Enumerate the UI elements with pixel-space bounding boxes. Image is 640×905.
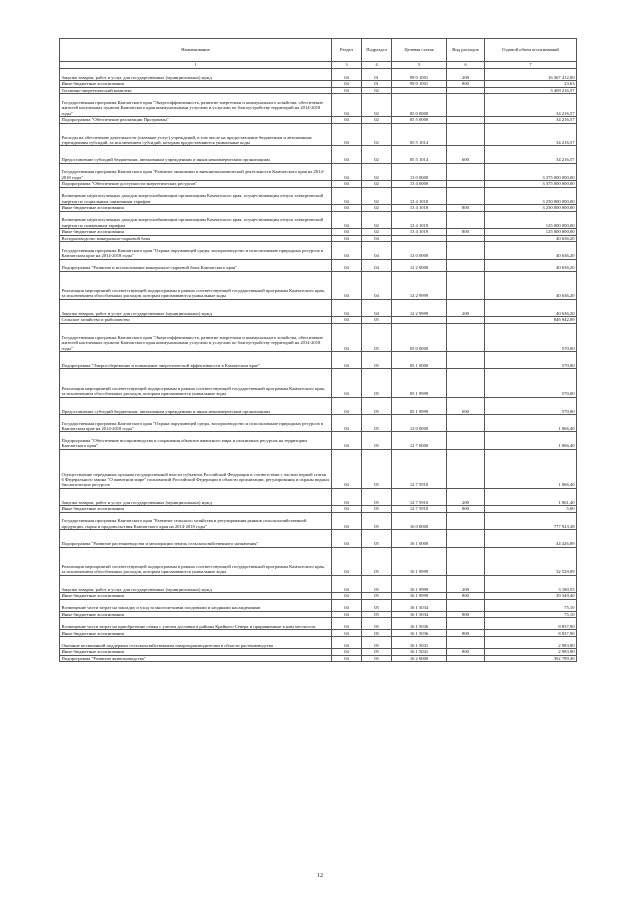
row-target-article-cell: 12 0 0000 [392,242,447,259]
row-expense-type-cell [447,271,485,299]
row-target-article-cell: 16 1 9999 [392,575,447,592]
row-podrazdel-cell: 05 [362,618,392,630]
row-expense-type-cell: 800 [447,648,485,655]
row-razdel-cell: 04 [332,636,362,648]
row-podrazdel-cell: 04 [362,242,392,259]
row-target-article-cell: 12 2 0000 [392,259,447,271]
budget-table [59,38,577,662]
row-expense-type-cell [447,123,485,146]
table-row [60,317,577,324]
row-expense-type-cell [447,599,485,611]
row-target-article-cell: 99 0 1001 [392,69,447,81]
row-target-article-cell: 16 1 5034 [392,599,447,611]
row-razdel-cell: 04 [332,69,362,81]
table-row [60,512,577,529]
table-row [60,146,577,163]
table-row [60,205,577,212]
row-name-cell: Подпрограмма "Развитие и использование минерально-сырьевой базы Камчатского края" [60,259,332,271]
row-amount-cell: 40 636,20 [485,259,577,271]
row-name-cell: Возмещение недополученных доходов энергоснабжающим организациям Камчатского края, осуществляющим отпуск электрической энергии по сниженным тарифам [60,211,332,228]
row-target-article-cell: 16 1 5036 [392,618,447,630]
column-number: 6 [447,62,485,69]
row-podrazdel-cell: 02 [362,94,392,117]
row-podrazdel-cell: 05 [362,547,392,575]
row-razdel-cell: 04 [332,259,362,271]
table-row [60,593,577,600]
row-name-cell: Сельское хозяйство и рыболовство [60,317,332,324]
table-row [60,369,577,397]
row-podrazdel-cell: 05 [362,530,392,547]
row-razdel-cell: 04 [332,116,362,123]
column-number: 7 [485,62,577,69]
row-name-cell: Реализация мероприятий соответствующей подпрограммы в рамках соответствующей государственной программы Камчатского края, за исключением обособленных расходов, которым присваиваются уникальные коды [60,369,332,397]
row-name-cell: Возмещение части затрат на закладку и уход за многолетними плодовыми и ягодными насаждениями [60,599,332,611]
row-name-cell: Закупка товаров, работ и услуг для государственных (муниципальных) нужд [60,299,332,316]
row-name-cell: Подпрограмма "Развитие животноводства" [60,655,332,662]
row-target-article-cell: 05 0 0000 [392,323,447,351]
header-target-article: Целевая статья [392,39,447,62]
row-razdel-cell: 04 [332,432,362,449]
table-row [60,235,577,242]
row-amount-cell: 2 983,90 [485,648,577,655]
column-number: 1 [60,62,332,69]
row-podrazdel-cell: 02 [362,146,392,163]
row-razdel-cell: 04 [332,369,362,397]
row-podrazdel-cell: 04 [362,299,392,316]
row-podrazdel-cell: 05 [362,397,392,414]
row-name-cell: Подпрограмма "Энергосбережение и повышение энергетической эффективности в Камчатском крае" [60,352,332,369]
column-number: 3 [332,62,362,69]
row-razdel-cell: 04 [332,271,362,299]
page-number: 12 [317,873,323,879]
row-amount-cell: 5,00 [485,506,577,513]
row-target-article-cell [392,317,447,324]
row-target-article-cell: 12 7 5910 [392,449,447,488]
row-target-article-cell: 13 4 1018 [392,205,447,212]
row-target-article-cell: 12 7 0000 [392,432,447,449]
table-row [60,242,577,259]
row-razdel-cell: 04 [332,323,362,351]
table-row [60,299,577,316]
header-expense-type: Вид расходов [447,39,485,62]
row-name-cell: Иные бюджетные ассигнования [60,81,332,88]
row-podrazdel-cell: 04 [362,271,392,299]
row-amount-cell: 34 216,57 [485,116,577,123]
row-target-article-cell: 12 2 9999 [392,299,447,316]
row-podrazdel-cell: 02 [362,87,392,94]
row-razdel-cell: 04 [332,181,362,188]
header-annual-amount: Годовой объем ассигнований [485,39,577,62]
row-amount-cell: 3 409 216,57 [485,87,577,94]
row-amount-cell: 125 000 000,00 [485,229,577,236]
row-name-cell: Государственная программа Камчатского края "Развитие экономики и внешнеэкономической деятельности Камчатского края на 2014-2018 годы" [60,163,332,180]
table-row [60,259,577,271]
row-amount-cell: 1 061,40 [485,488,577,505]
row-podrazdel-cell: 02 [362,116,392,123]
row-amount-cell: 29 349,40 [485,593,577,600]
row-target-article-cell: 16 1 5036 [392,630,447,637]
row-podrazdel-cell: 04 [362,235,392,242]
table-row [60,352,577,369]
table-row [60,187,577,204]
budget-table-page [59,38,576,662]
row-target-article-cell: 05 5 0000 [392,116,447,123]
row-podrazdel-cell: 01 [362,69,392,81]
table-row [60,506,577,513]
row-name-cell: Иные бюджетные ассигнования [60,506,332,513]
row-razdel-cell: 04 [332,397,362,414]
row-expense-type-cell: 200 [447,299,485,316]
row-podrazdel-cell: 05 [362,488,392,505]
row-name-cell: Государственная программа Камчатского края "Охрана окружающей среды, воспроизводство и использование природных ресурсов в Камчатском крае на 2014-2018 годы" [60,415,332,432]
row-target-article-cell: 16 0 0000 [392,512,447,529]
row-amount-cell: 34 216,57 [485,146,577,163]
row-amount-cell: 23,63 [485,81,577,88]
row-expense-type-cell [447,369,485,397]
table-row [60,636,577,648]
table-row [60,181,577,188]
row-podrazdel-cell: 02 [362,211,392,228]
row-expense-type-cell [447,317,485,324]
row-expense-type-cell [447,116,485,123]
row-name-cell: Воспроизводство минерально-сырьевой базы [60,235,332,242]
row-podrazdel-cell: 05 [362,415,392,432]
header-name: Наименование [60,39,332,62]
table-row [60,648,577,655]
row-target-article-cell: 13 4 1019 [392,211,447,228]
row-podrazdel-cell: 05 [362,432,392,449]
row-expense-type-cell [447,512,485,529]
row-expense-type-cell: 800 [447,205,485,212]
row-target-article-cell: 12 7 5910 [392,488,447,505]
row-podrazdel-cell: 02 [362,229,392,236]
row-amount-cell: 3 375 000 000,00 [485,181,577,188]
row-name-cell: Закупка товаров, работ и услуг для государственных (муниципальных) нужд [60,575,332,592]
row-podrazdel-cell: 02 [362,123,392,146]
row-razdel-cell: 04 [332,211,362,228]
row-amount-cell: 34 216,57 [485,123,577,146]
table-row [60,211,577,228]
row-amount-cell: 1 066,40 [485,449,577,488]
row-expense-type-cell: 800 [447,593,485,600]
row-podrazdel-cell: 05 [362,630,392,637]
row-expense-type-cell: 800 [447,630,485,637]
row-name-cell: Иные бюджетные ассигнования [60,611,332,618]
row-expense-type-cell [447,323,485,351]
row-podrazdel-cell: 05 [362,352,392,369]
row-podrazdel-cell: 02 [362,163,392,180]
row-target-article-cell: 05 1 9999 [392,369,447,397]
row-razdel-cell: 04 [332,146,362,163]
row-name-cell: Осуществление переданных органам государственной власти субъектов Российской Федерации в соответствии с частью первой статьи 6 Федерального закона "О животном мире" полномочий Российской Федерации в области организации, регулирования и охраны водных биологических ресурсов [60,449,332,488]
row-amount-cell: 75,10 [485,611,577,618]
row-target-article-cell: 05 5 1014 [392,146,447,163]
row-razdel-cell: 04 [332,87,362,94]
table-row [60,87,577,94]
row-expense-type-cell [447,187,485,204]
row-razdel-cell: 04 [332,352,362,369]
row-name-cell: Расходы на обеспечение деятельности (оказание услуг) учреждений, в том числе на предоставление бюджетным и автономным учреждениям субсидий, за исключением субсидий, которым предоставляются уникальные коды [60,123,332,146]
row-amount-cell: 392 789,30 [485,655,577,662]
row-razdel-cell: 04 [332,488,362,505]
table-row [60,271,577,299]
row-razdel-cell: 04 [332,611,362,618]
row-name-cell: Топливно-энергетический комплекс [60,87,332,94]
row-razdel-cell: 04 [332,235,362,242]
row-podrazdel-cell: 01 [362,81,392,88]
row-amount-cell: 8 837,90 [485,618,577,630]
row-name-cell: Предоставление субсидий бюджетным, автономным учреждениям и иным некоммерческим организациям [60,397,332,414]
row-target-article-cell: 16 1 9999 [392,593,447,600]
row-amount-cell: 3 250 000 000,00 [485,205,577,212]
row-target-article-cell [392,87,447,94]
row-amount-cell: 1 066,40 [485,432,577,449]
table-row [60,123,577,146]
row-amount-cell: 3 375 000 000,00 [485,163,577,180]
row-name-cell: Государственная программа Камчатского края "Охрана окружающей среды, воспроизводство и использование природных ресурсов в Камчатском крае на 2014-2018 годы" [60,242,332,259]
row-expense-type-cell [447,449,485,488]
row-podrazdel-cell: 05 [362,599,392,611]
row-amount-cell: 8 837,90 [485,630,577,637]
row-target-article-cell: 12 0 0000 [392,415,447,432]
row-name-cell: Подпрограмма "Обеспечение воспроизводства и сохранения объектов животного мира и охотничьих ресурсов на территории Камчатского края" [60,432,332,449]
row-podrazdel-cell: 05 [362,593,392,600]
row-podrazdel-cell: 02 [362,187,392,204]
row-razdel-cell: 04 [332,415,362,432]
table-row [60,163,577,180]
table-row [60,229,577,236]
table-row [60,432,577,449]
row-amount-cell: 570,00 [485,369,577,397]
row-target-article-cell: 16 2 0000 [392,655,447,662]
row-razdel-cell: 04 [332,512,362,529]
row-name-cell: Возмещение части затрат на приобретение семян с учетом доставки в районы Крайнего Севера и приравненные к ним местности [60,618,332,630]
row-expense-type-cell [447,530,485,547]
row-amount-cell: 75,10 [485,599,577,611]
row-target-article-cell: 13 4 0000 [392,181,447,188]
row-amount-cell: 34 216,57 [485,94,577,117]
table-row [60,575,577,592]
row-podrazdel-cell: 04 [362,259,392,271]
row-name-cell: Реализация мероприятий соответствующей подпрограммы в рамках соответствующей государственной программы Камчатского края, за исключением обособленных расходов, которым присваиваются уникальные коды [60,547,332,575]
row-expense-type-cell [447,432,485,449]
row-amount-cell: 16 367 412,00 [485,69,577,81]
row-name-cell: Подпрограмма "Развитие растениеводства и мелиорации земель сельскохозяйственного назначения" [60,530,332,547]
row-razdel-cell: 04 [332,81,362,88]
row-razdel-cell: 04 [332,299,362,316]
row-amount-cell: 2 983,90 [485,636,577,648]
row-expense-type-cell: 200 [447,575,485,592]
row-razdel-cell: 04 [332,317,362,324]
row-razdel-cell: 04 [332,575,362,592]
row-podrazdel-cell: 05 [362,512,392,529]
row-target-article-cell: 05 0 0000 [392,94,447,117]
row-razdel-cell: 04 [332,599,362,611]
row-razdel-cell: 04 [332,593,362,600]
row-expense-type-cell: 200 [447,488,485,505]
table-row [60,611,577,618]
row-razdel-cell: 04 [332,648,362,655]
row-name-cell: Иные бюджетные ассигнования [60,630,332,637]
row-name-cell: Государственная программа Камчатского края "Развитие сельского хозяйства и регулирования рынков сельскохозяйственной продукции, сырья и продовольствия Камчатского края на 2014-2018 годы" [60,512,332,529]
row-podrazdel-cell: 05 [362,636,392,648]
row-podrazdel-cell: 02 [362,205,392,212]
row-expense-type-cell [447,618,485,630]
row-razdel-cell: 04 [332,205,362,212]
row-amount-cell: 125 000 000,00 [485,211,577,228]
row-razdel-cell: 04 [332,123,362,146]
column-number: 4 [362,62,392,69]
row-razdel-cell: 04 [332,187,362,204]
row-target-article-cell: 16 1 5041 [392,636,447,648]
row-expense-type-cell [447,415,485,432]
row-expense-type-cell: 800 [447,611,485,618]
row-target-article-cell: 05 5 1014 [392,123,447,146]
row-expense-type-cell [447,163,485,180]
row-expense-type-cell [447,655,485,662]
row-target-article-cell: 05 1 9999 [392,397,447,414]
table-row [60,618,577,630]
row-name-cell: Возмещение недополученных доходов энергоснабжающим организациям Камчатского края, осуществляющим отпуск электрической энергии по социальным сниженным тарифам [60,187,332,204]
row-expense-type-cell: 600 [447,397,485,414]
row-amount-cell: 1 066,40 [485,415,577,432]
row-razdel-cell: 04 [332,229,362,236]
row-razdel-cell: 04 [332,618,362,630]
row-target-article-cell: 13 4 1019 [392,229,447,236]
row-amount-cell: 846 942,09 [485,317,577,324]
table-row [60,69,577,81]
table-row [60,397,577,414]
row-expense-type-cell: 800 [447,81,485,88]
row-name-cell: Иные бюджетные ассигнования [60,205,332,212]
row-amount-cell: 570,00 [485,352,577,369]
row-expense-type-cell [447,87,485,94]
row-target-article-cell [392,235,447,242]
table-header-row [60,39,577,62]
row-amount-cell: 40 636,20 [485,299,577,316]
row-expense-type-cell [447,242,485,259]
row-razdel-cell: 04 [332,242,362,259]
row-target-article-cell: 13 4 1018 [392,187,447,204]
row-podrazdel-cell: 05 [362,323,392,351]
row-name-cell: Подпрограмма "Обеспечение реализации Программы" [60,116,332,123]
row-amount-cell: 40 636,20 [485,271,577,299]
row-expense-type-cell [447,94,485,117]
row-razdel-cell: 04 [332,506,362,513]
row-expense-type-cell: 200 [447,69,485,81]
table-row [60,599,577,611]
table-row [60,530,577,547]
table-row [60,630,577,637]
row-name-cell: Закупка товаров, работ и услуг для государственных (муниципальных) нужд [60,488,332,505]
row-podrazdel-cell: 05 [362,317,392,324]
row-razdel-cell: 04 [332,530,362,547]
row-podrazdel-cell: 05 [362,449,392,488]
row-razdel-cell: 04 [332,630,362,637]
row-razdel-cell: 04 [332,547,362,575]
row-amount-cell: 44 426,89 [485,530,577,547]
row-expense-type-cell [447,235,485,242]
table-row [60,81,577,88]
row-podrazdel-cell: 05 [362,575,392,592]
row-podrazdel-cell: 02 [362,181,392,188]
row-podrazdel-cell: 05 [362,369,392,397]
row-expense-type-cell [447,181,485,188]
row-expense-type-cell: 800 [447,506,485,513]
row-name-cell: Оказание несвязанной поддержки сельскохозяйственным товаропроизводителям в области растениеводства [60,636,332,648]
row-razdel-cell: 04 [332,94,362,117]
row-target-article-cell: 16 1 0000 [392,530,447,547]
table-row [60,655,577,662]
row-expense-type-cell [447,259,485,271]
row-target-article-cell: 16 1 9999 [392,547,447,575]
row-name-cell: Предоставление субсидий бюджетным, автономным учреждениям и иным некоммерческим организациям [60,146,332,163]
row-amount-cell: 570,00 [485,397,577,414]
table-row [60,488,577,505]
table-row [60,94,577,117]
row-name-cell: Государственная программа Камчатского края "Энергоэффективность, развитие энергетики и коммунального хозяйства, обеспечение жителей населенных пунктов Камчатского края коммунальными услугами и услугами по благоустройству территорий на 2014-2018 годы" [60,323,332,351]
row-expense-type-cell [447,636,485,648]
row-name-cell: Иные бюджетные ассигнования [60,648,332,655]
row-target-article-cell: 05 1 0000 [392,352,447,369]
row-expense-type-cell [447,211,485,228]
row-target-article-cell: 99 0 1001 [392,81,447,88]
row-amount-cell: 40 636,20 [485,235,577,242]
column-number-row [60,62,577,69]
table-row [60,449,577,488]
row-name-cell: Подпрограмма "Обеспечение доступности энергетических ресурсов" [60,181,332,188]
row-razdel-cell: 04 [332,449,362,488]
row-podrazdel-cell: 05 [362,655,392,662]
row-amount-cell: 777 923,38 [485,512,577,529]
table-row [60,116,577,123]
row-razdel-cell: 04 [332,655,362,662]
row-target-article-cell: 12 2 9999 [392,271,447,299]
row-target-article-cell: 12 7 5910 [392,506,447,513]
table-row [60,415,577,432]
row-expense-type-cell: 600 [447,146,485,163]
row-target-article-cell: 16 1 5041 [392,648,447,655]
row-name-cell: Закупка товаров, работ и услуг для государственных (муниципальных) нужд [60,69,332,81]
row-expense-type-cell [447,352,485,369]
row-target-article-cell: 16 1 5034 [392,611,447,618]
row-expense-type-cell: 800 [447,229,485,236]
row-target-article-cell: 13 0 0000 [392,163,447,180]
row-podrazdel-cell: 05 [362,506,392,513]
row-amount-cell: 3 180,55 [485,575,577,592]
row-name-cell: Государственная программа Камчатского края "Энергоэффективность, развитие энергетики и коммунального хозяйства, обеспечение жителей населенных пунктов Камчатского края коммунальными услугами и услугами по благоустройству территорий на 2014-2018 годы" [60,94,332,117]
row-name-cell: Реализация мероприятий соответствующей подпрограммы в рамках соответствующей государственной программы Камчатского края, за исключением обособленных расходов, которым присваиваются уникальные коды [60,271,332,299]
row-amount-cell: 32 529,09 [485,547,577,575]
row-name-cell: Иные бюджетные ассигнования [60,593,332,600]
header-podrazdel: Подраздел [362,39,392,62]
row-name-cell: Иные бюджетные ассигнования [60,229,332,236]
row-amount-cell: 570,00 [485,323,577,351]
row-podrazdel-cell: 05 [362,648,392,655]
table-row [60,547,577,575]
column-number: 5 [392,62,447,69]
header-razdel: Раздел [332,39,362,62]
row-razdel-cell: 04 [332,163,362,180]
row-podrazdel-cell: 05 [362,611,392,618]
table-row [60,323,577,351]
row-amount-cell: 3 250 000 000,00 [485,187,577,204]
row-expense-type-cell [447,547,485,575]
row-amount-cell: 40 636,20 [485,242,577,259]
